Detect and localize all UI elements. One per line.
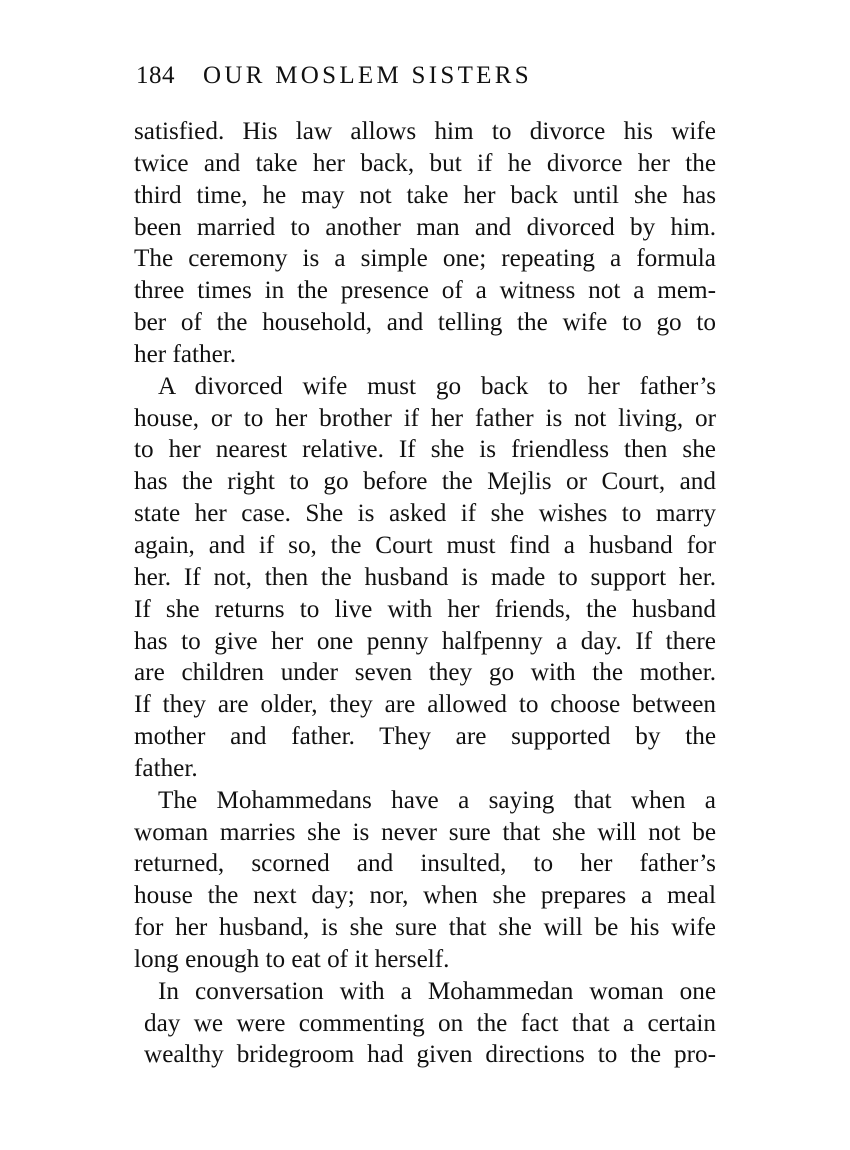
paragraph-first-line: In conversation with a Mohammedan woman one	[158, 977, 716, 1005]
text-line: has to give her one penny halfpenny a day. If there	[134, 627, 716, 655]
text-line: has the right to go before the Mejlis or Court, and	[134, 468, 716, 496]
text-line: her. If not, then the husband is made to support her.	[134, 563, 716, 591]
body-text	[134, 116, 716, 1071]
text-line: long enough to eat of it herself.	[134, 945, 450, 973]
text-line: The ceremony is a simple one; repeating a formula	[134, 245, 716, 273]
text-line: If she returns to live with her friends, the husband	[134, 595, 716, 623]
text-line: house, or to her brother if her father is not living, or	[134, 404, 716, 432]
text-line: woman marries she is never sure that she will not be	[134, 818, 716, 846]
text-line: to her nearest relative. If she is friendless then she	[134, 436, 716, 464]
paragraph-first-line: A divorced wife must go back to her father’s	[158, 372, 716, 400]
text-line: again, and if so, the Court must find a husband for	[134, 531, 716, 559]
paragraph-first-line: The Mohammedans have a saying that when a	[158, 786, 716, 814]
text-line: father.	[134, 754, 198, 782]
text-line: mother and father. They are supported by the	[134, 723, 716, 751]
text-line: ber of the household, and telling the wife to go to	[134, 309, 716, 337]
text-line: state her case. She is asked if she wishes to marry	[134, 500, 716, 528]
text-line: her father.	[134, 340, 237, 368]
text-line: three times in the presence of a witness not a mem-	[134, 277, 716, 305]
running-header	[136, 62, 736, 102]
text-line: satisfied. His law allows him to divorce his wife	[134, 118, 716, 145]
text-line: are children under seven they go with the mother.	[134, 659, 716, 687]
text-line: for her husband, is she sure that she will be his wife	[134, 914, 716, 942]
text-line: If they are older, they are allowed to choose between	[134, 691, 716, 719]
text-line: been married to another man and divorced by him.	[134, 213, 716, 241]
running-title: OUR MOSLEM SISTERS	[203, 62, 532, 89]
text-line: wealthy bridegroom had given directions to the pro-	[144, 1041, 716, 1069]
text-line: day we were commenting on the fact that a certain	[144, 1009, 716, 1037]
page-number: 184	[136, 62, 175, 89]
text-line: house the next day; nor, when she prepares a meal	[134, 882, 716, 910]
text-line: third time, he may not take her back until she has	[134, 181, 716, 209]
text-line: twice and take her back, but if he divorce her the	[134, 149, 716, 177]
text-line: returned, scorned and insulted, to her father’s	[134, 850, 716, 878]
